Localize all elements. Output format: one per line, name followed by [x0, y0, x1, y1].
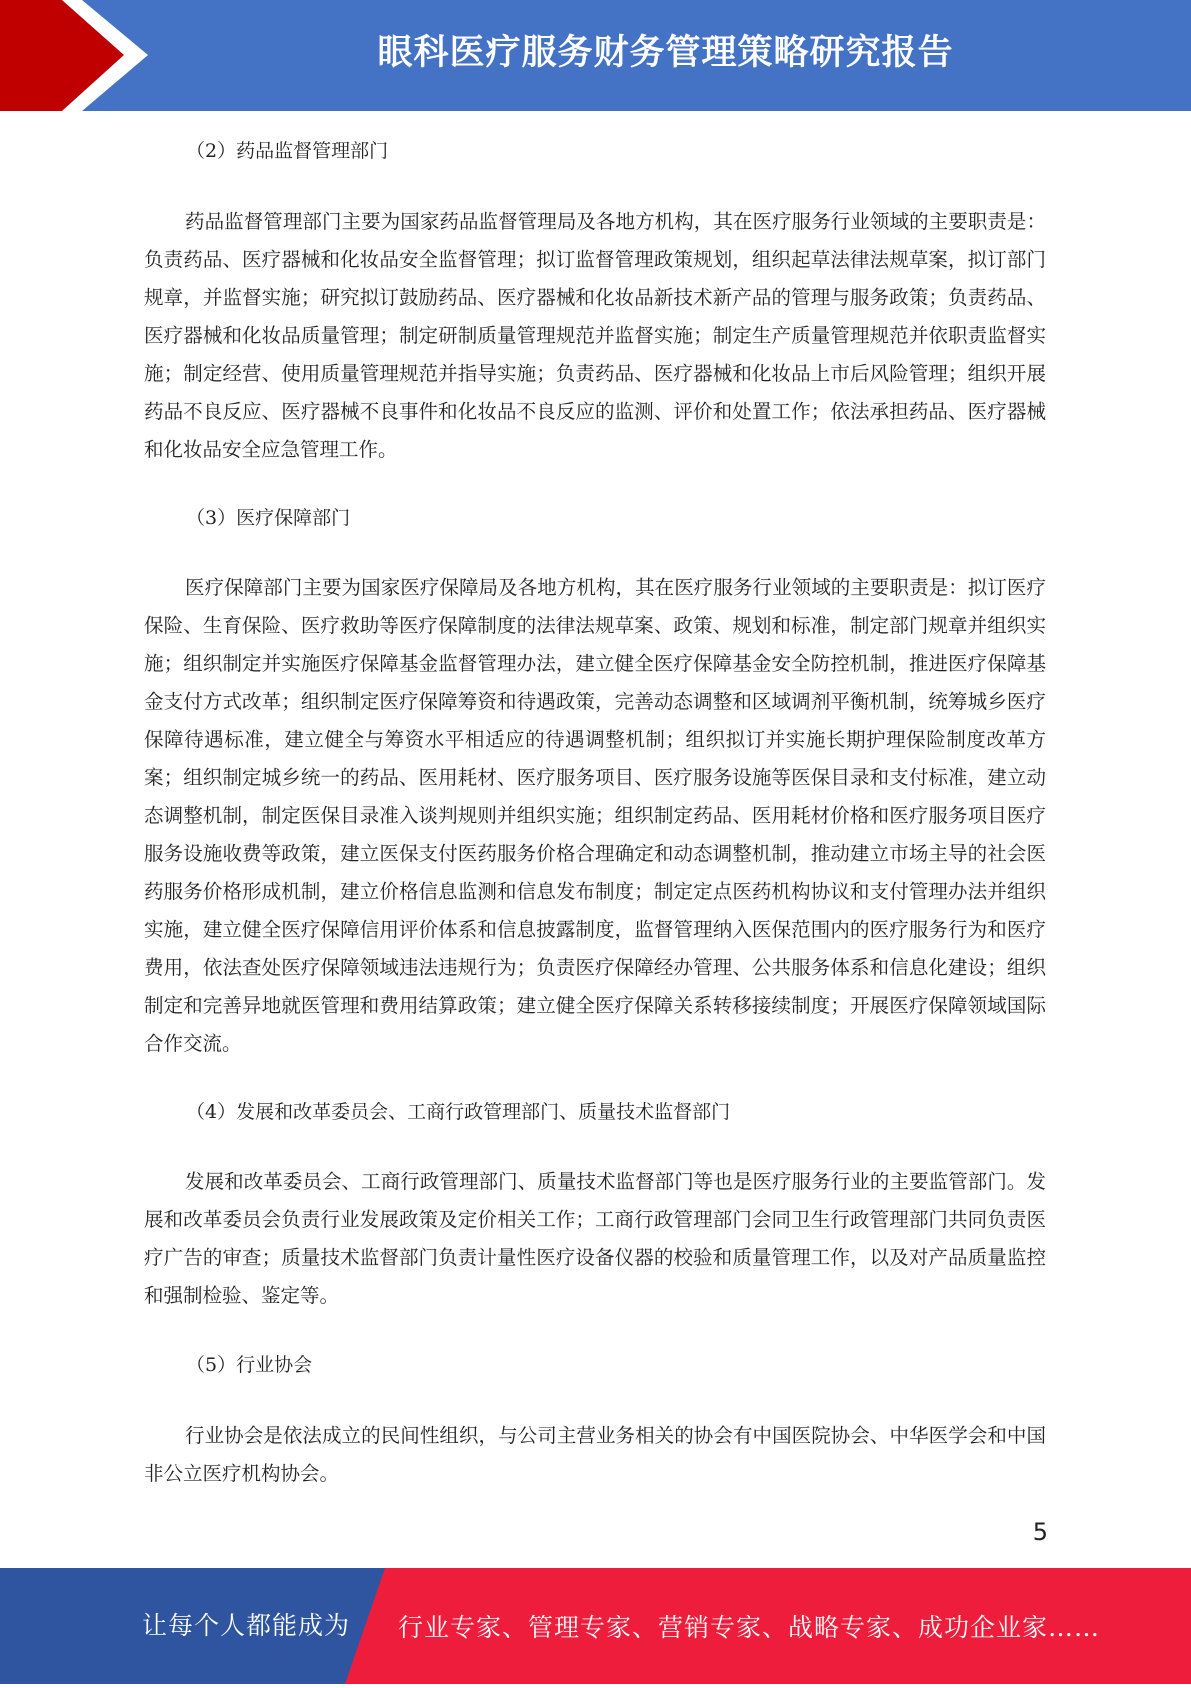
section-paragraph-medical-security: 医疗保障部门主要为国家医疗保障局及各地方机构，其在医疗服务行业领域的主要职责是：拟订医疗保险、生育保险、医疗救助等医疗保障制度的法律法规草案、政策、规划和标准，制定部门规章并组织实施；组织制定并实施医疗保障基金监督管理办法，建立健全医疗保障基金安全防控机制，推进医疗保障基金支付方式改革；组织制定医疗保障筹资和待遇政策，完善动态调整和区域调剂平衡机制，统筹城乡医疗保障待遇标准，建立健全与筹资水平相适应的待遇调整机制；组织拟订并实施长期护理保险制度改革方案；组织制定城乡统一的药品、医用耗材、医疗服务项目、医疗服务设施等医保目录和支付标准，建立动态调整机制，制定医保目录准入谈判规则并组织实施；组织制定药品、医用耗材价格和医疗服务项目医疗服务设施收费等政策，建立医保支付医药服务价格合理确定和动态调整机制，推动建立市场主导的社会医药服务价格形成机制，建立价格信息监测和信息发布制度；制定定点医药机构协议和支付管理办法并组织实施，建立健全医疗保障信用评价体系和信息披露制度，监督管理纳入医保范围内的医疗服务行为和医疗费用，依法查处医疗保障领域违法违规行为；负责医疗保障经办管理、公共服务体系和信息化建设；组织制定和完善异地就医管理和费用结算政策；建立健全医疗保障关系转移接续制度；开展医疗保障领域国际合作交流。: [144, 576, 1046, 1055]
section-heading-industry-association: （5）行业协会: [186, 1354, 313, 1376]
section-heading-drug-supervision: （2）药品监督管理部门: [186, 140, 389, 162]
report-title: 眼科医疗服务财务管理策略研究报告: [377, 33, 954, 73]
page-number: 5: [1032, 1518, 1048, 1546]
footer-slogan-right: 行业专家、管理专家、营销专家、战略专家、成功企业家……: [398, 1613, 1101, 1642]
page-header: [0, 0, 1191, 111]
section-heading-development-reform: （4）发展和改革委员会、工商行政管理部门、质量技术监督部门: [186, 1101, 731, 1123]
section-paragraph-development-reform: 发展和改革委员会、工商行政管理部门、质量技术监督部门等也是医疗服务行业的主要监管部门。发展和改革委员会负责行业发展政策及定价相关工作；工商行政管理部门会同卫生行政管理部门共同负责医疗广告的审查；质量技术监督部门负责计量性医疗设备仪器的校验和质量管理工作，以及对产品质量监控和强制检验、鉴定等。: [144, 1170, 1046, 1307]
section-heading-medical-security: （3）医疗保障部门: [186, 507, 351, 529]
page-footer: [0, 1568, 1191, 1684]
footer-slogan-left: 让每个人都能成为: [142, 1611, 351, 1640]
section-paragraph-industry-association: 行业协会是依法成立的民间性组织，与公司主营业务相关的协会有中国医院协会、中华医学会和中国非公立医疗机构协会。: [144, 1424, 1046, 1485]
section-paragraph-drug-supervision: 药品监督管理部门主要为国家药品监督管理局及各地方机构，其在医疗服务行业领域的主要职责是：负责药品、医疗器械和化妆品安全监督管理；拟订监督管理政策规划，组织起草法律法规草案，拟订部门规章，并监督实施；研究拟订鼓励药品、医疗器械和化妆品新技术新产品的管理与服务政策；负责药品、医疗器械和化妆品质量管理；制定研制质量管理规范并监督实施；制定生产质量管理规范并依职责监督实施；制定经营、使用质量管理规范并指导实施；负责药品、医疗器械和化妆品上市后风险管理；组织开展药品不良反应、医疗器械不良事件和化妆品不良反应的监测、评价和处置工作；依法承担药品、医疗器械和化妆品安全应急管理工作。: [144, 210, 1046, 461]
header-arrow-decoration: [0, 0, 160, 111]
